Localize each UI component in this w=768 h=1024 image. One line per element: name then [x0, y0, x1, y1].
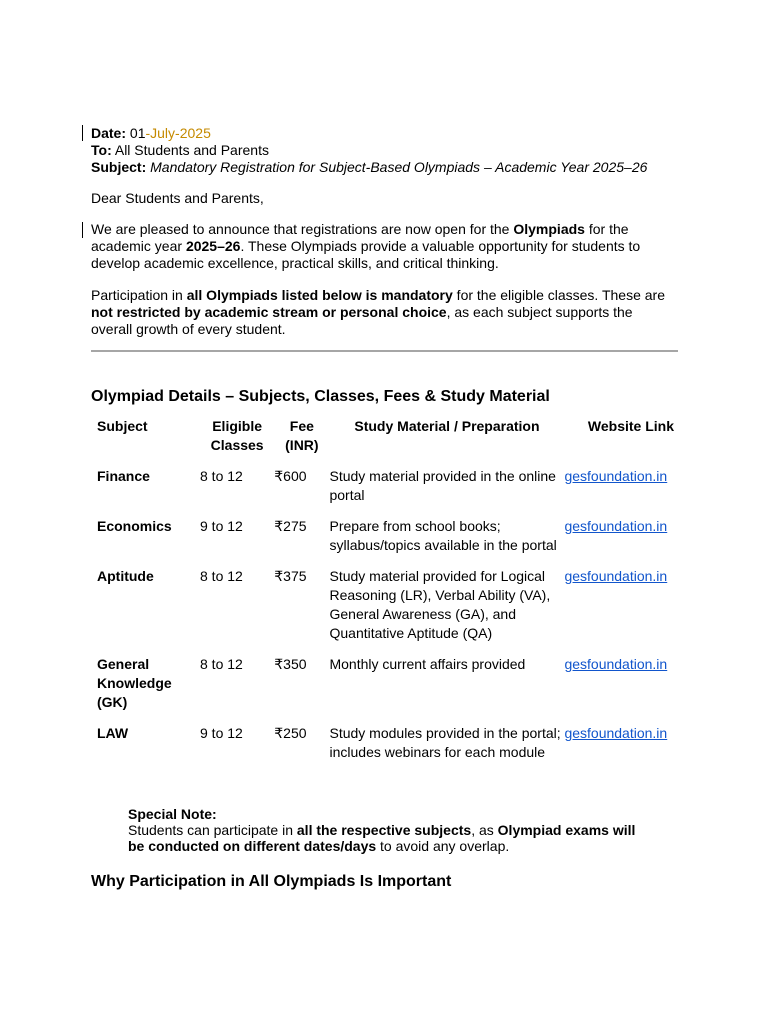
cell-material: Study modules provided in the portal; includes webinars for each module: [329, 725, 561, 760]
cell-fee: ₹600: [274, 468, 307, 484]
website-link[interactable]: gesfoundation.in: [564, 468, 668, 484]
cell-subject: Finance: [97, 468, 150, 484]
date-label: Date:: [91, 125, 127, 141]
section-title-olympiad-details: Olympiad Details – Subjects, Classes, Fees & Study Material: [91, 388, 550, 405]
header-website-link: Website Link: [587, 418, 674, 434]
header-subject: Subject: [97, 418, 148, 434]
cell-subject: Aptitude: [97, 568, 154, 584]
cell-classes: 8 to 12: [200, 468, 243, 484]
note-d: Olympiad exams will be conducted on different dates/days: [128, 822, 636, 854]
subject-value: Mandatory Registration for Subject-Based Olympiads – Academic Year 2025–26: [150, 159, 648, 175]
cell-material: Monthly current affairs provided: [329, 656, 526, 672]
note-c: , as: [471, 822, 498, 838]
website-link[interactable]: gesfoundation.in: [564, 725, 668, 741]
cell-subject: General Knowledge (GK): [97, 656, 172, 710]
horizontal-rule: [91, 350, 678, 352]
cell-subject: LAW: [97, 725, 129, 741]
table-row: [91, 505, 681, 555]
intro-paragraph-2: [91, 287, 676, 338]
cell-material: Prepare from school books; syllabus/topics available in the portal: [329, 518, 557, 553]
special-note-title: Special Note:: [128, 806, 217, 822]
intro-p1-a: We are pleased to announce that registrations are now open for the: [91, 221, 514, 237]
note-e: to avoid any overlap.: [376, 838, 510, 854]
table-row: [91, 712, 681, 762]
website-link[interactable]: gesfoundation.in: [564, 518, 668, 534]
cell-fee: ₹350: [274, 656, 307, 672]
intro-p1-c: for the academic year: [91, 221, 629, 254]
text-cursor-mark: [82, 125, 83, 141]
website-link[interactable]: gesfoundation.in: [564, 656, 668, 672]
header-fee: Fee (INR): [285, 418, 319, 453]
header-study-material: Study Material / Preparation: [354, 418, 540, 434]
cell-fee: ₹375: [274, 568, 307, 584]
intro-p2-a: Participation in: [91, 287, 187, 303]
table-header-row: [91, 417, 681, 455]
header-eligible-classes: Eligible Classes: [210, 418, 264, 453]
table-row: [91, 555, 681, 643]
letter-header: [91, 125, 681, 176]
special-note: [128, 806, 648, 854]
cell-classes: 9 to 12: [200, 518, 243, 534]
subject-label: Subject:: [91, 159, 147, 175]
to-value: All Students and Parents: [114, 142, 269, 158]
date-month-year: -July-2025: [145, 125, 211, 141]
note-a: Students can participate in: [128, 822, 297, 838]
intro-paragraph-1: [91, 221, 666, 272]
intro-p2-d: not restricted by academic stream or personal choice: [91, 304, 447, 320]
table-row: [91, 455, 681, 505]
to-line: [91, 142, 681, 159]
cell-fee: ₹275: [274, 518, 307, 534]
text-cursor-mark: [82, 222, 83, 238]
intro-p2-b: all Olympiads listed below is mandatory: [186, 287, 453, 303]
date-line: [91, 125, 681, 142]
intro-p1-d: 2025–26: [185, 238, 241, 254]
cell-material: Study material provided in the online portal: [329, 468, 556, 503]
cell-classes: 8 to 12: [200, 656, 243, 672]
cell-classes: 9 to 12: [200, 725, 243, 741]
salutation: Dear Students and Parents,: [91, 190, 264, 206]
section-title-why-participation: Why Participation in All Olympiads Is Important: [91, 873, 452, 890]
intro-p2-e: , as each subject supports the overall growth of every student.: [91, 304, 633, 337]
note-b: all the respective subjects: [296, 822, 472, 838]
cell-fee: ₹250: [274, 725, 307, 741]
intro-p1-b: Olympiads: [513, 221, 585, 237]
cell-subject: Economics: [97, 518, 172, 534]
website-link[interactable]: gesfoundation.in: [564, 568, 668, 584]
date-day: 01: [129, 125, 146, 141]
to-label: To:: [91, 142, 112, 158]
intro-p1-e: . These Olympiads provide a valuable opportunity for students to develop academic excellence, practical skills, and critical thinking.: [91, 238, 641, 271]
olympiad-table: [91, 417, 681, 762]
cell-classes: 8 to 12: [200, 568, 243, 584]
cell-material: Study material provided for Logical Reasoning (LR), Verbal Ability (VA), General Awareness (GA), and Quantitative Aptitude (QA): [329, 568, 551, 641]
table-row: [91, 643, 681, 712]
intro-p2-c: for the eligible classes. These are: [452, 287, 665, 303]
subject-line: [91, 159, 681, 176]
